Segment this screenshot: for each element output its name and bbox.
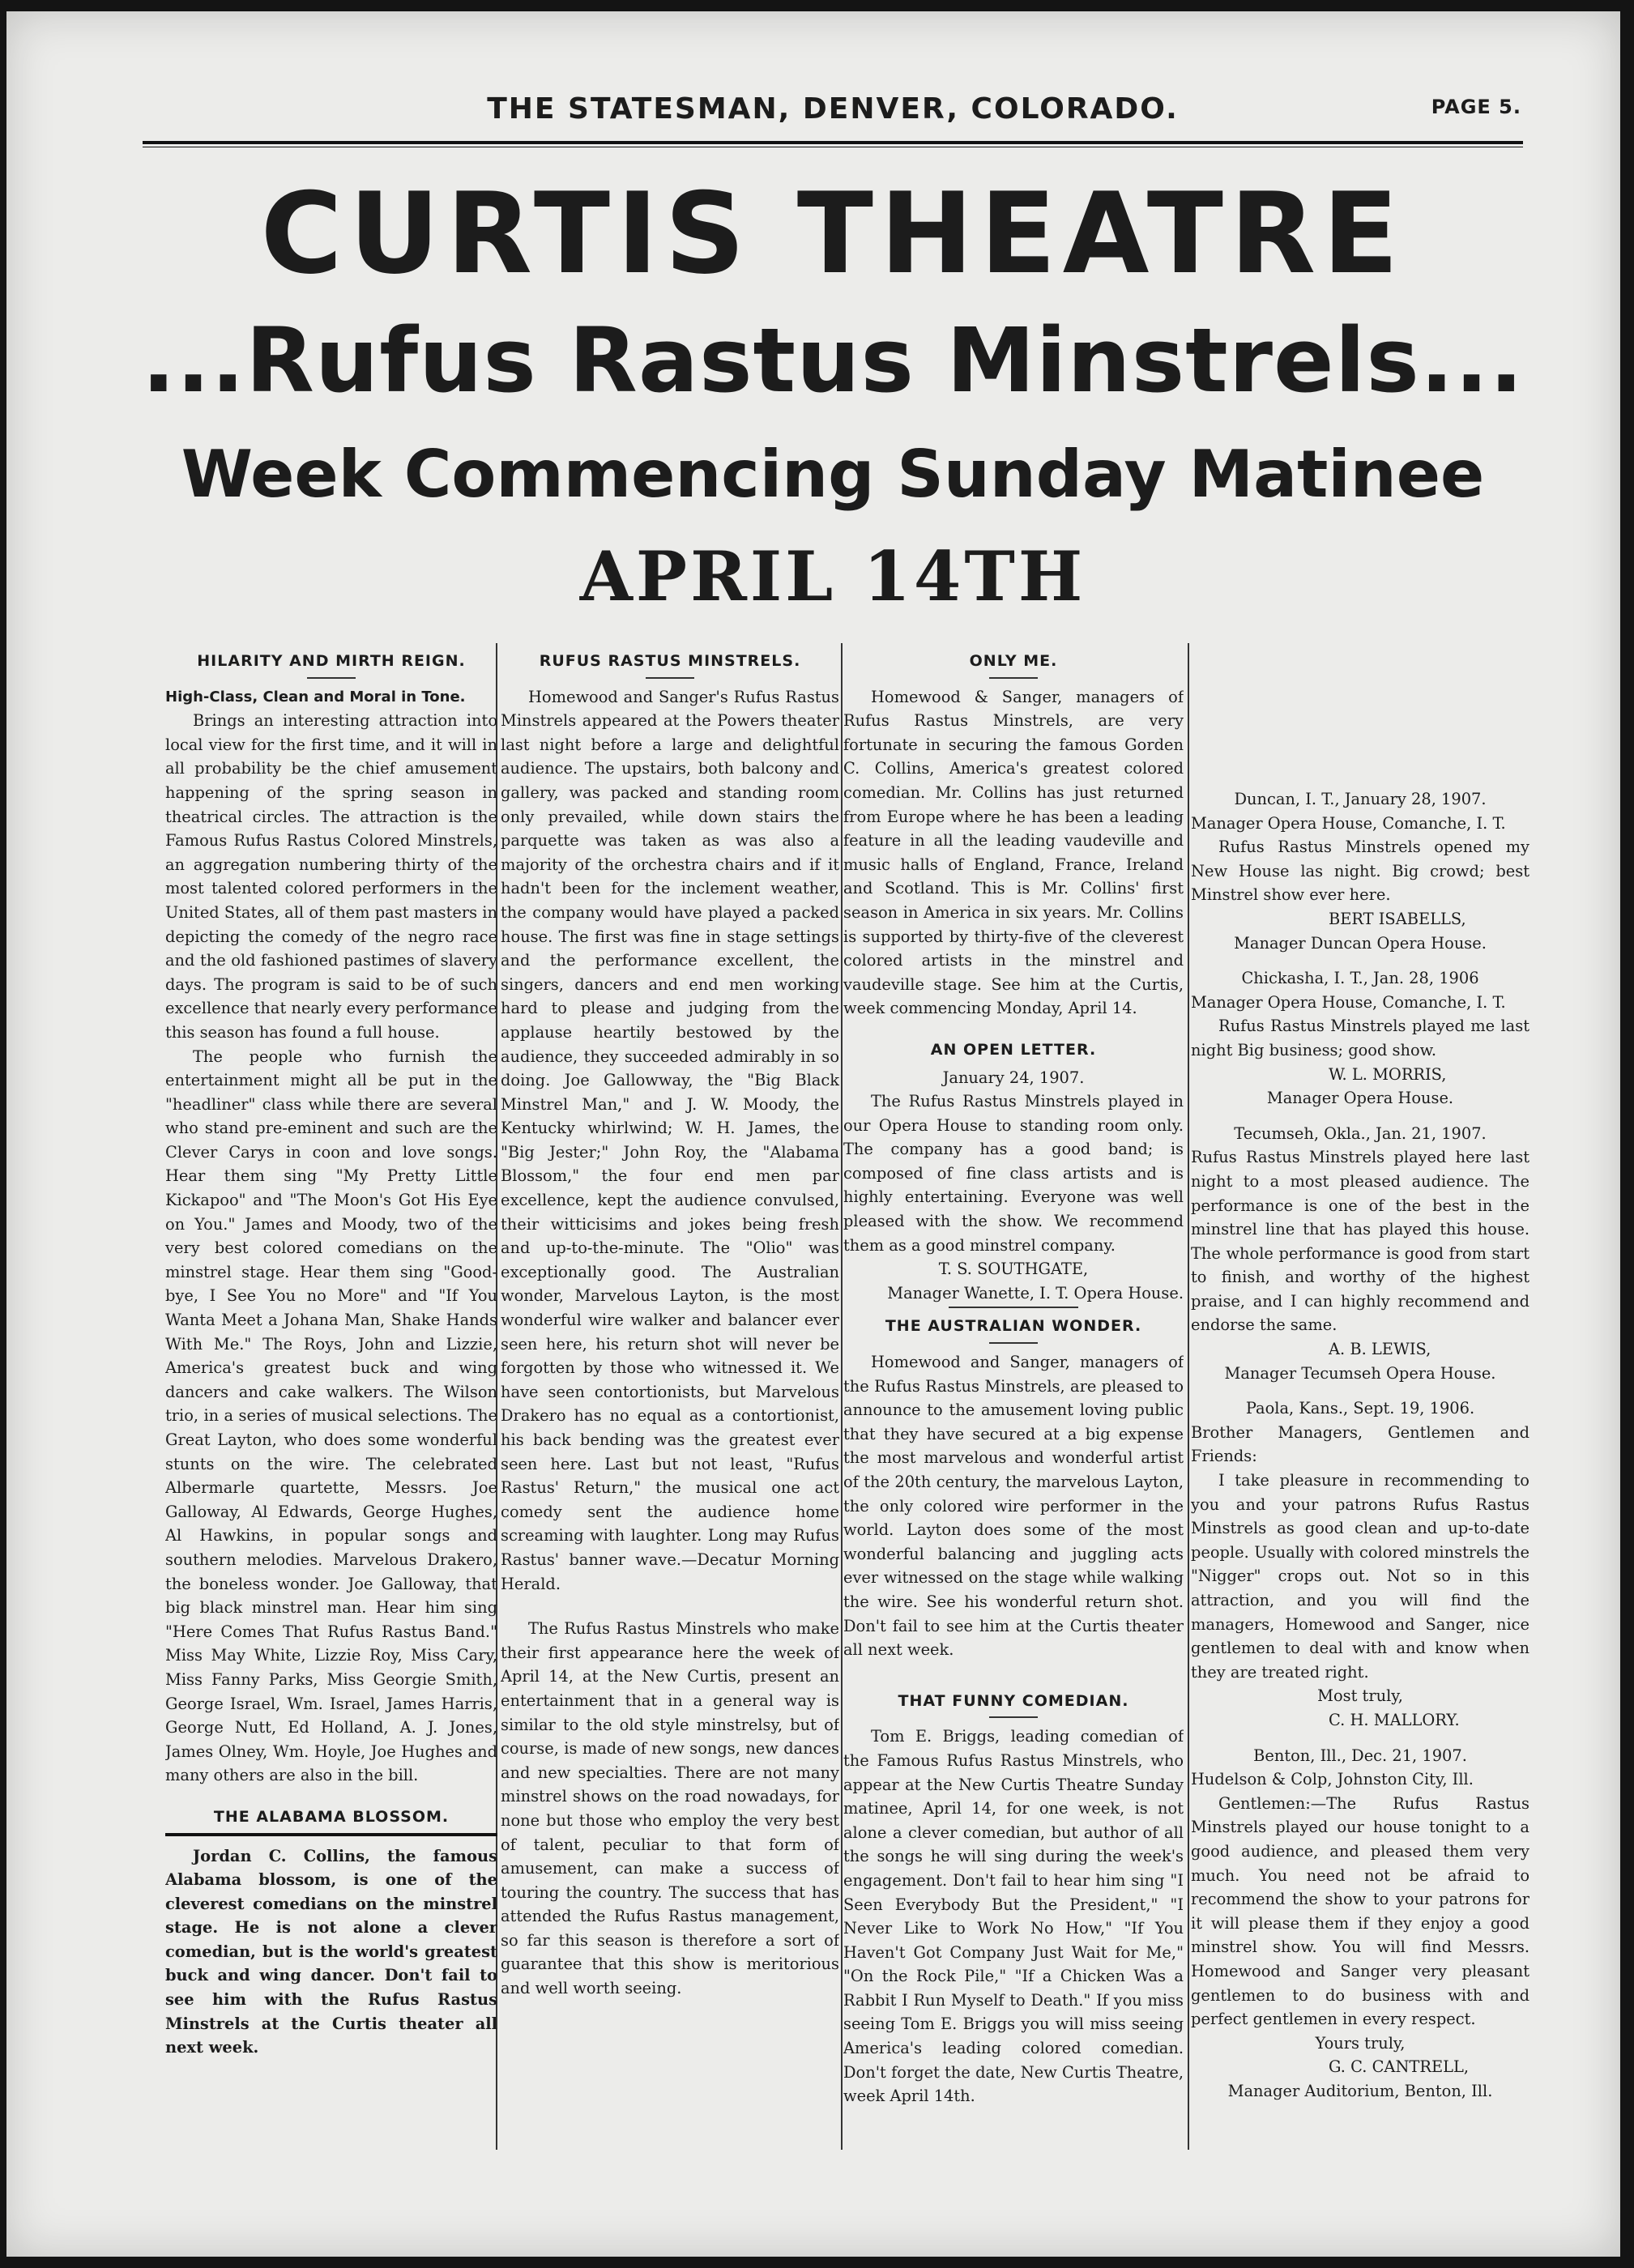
testimonial-title: Manager Opera House. — [1266, 1089, 1454, 1108]
testimonial-dateline: Chickasha, I. T., Jan. 28, 1906 — [1241, 969, 1479, 988]
testimonial-dateline: Duncan, I. T., January 28, 1907. — [1234, 790, 1487, 808]
testimonial-body: Rufus Rastus Minstrels opened my New House las night. Big crowd; best Minstrel show ever here. — [1191, 838, 1529, 905]
testimonial-title: Manager Auditorium, Benton, Ill. — [1227, 2081, 1493, 2100]
testimonial-title: Manager Tecumseh Opera House. — [1224, 1363, 1496, 1383]
title-divider — [307, 677, 356, 679]
spacer — [843, 1662, 1184, 1683]
page-number: PAGE 5. — [1431, 96, 1521, 118]
article-title: HILARITY AND MIRTH REIGN. — [197, 652, 466, 670]
letter-date: January 24, 1907. — [942, 1068, 1085, 1087]
column-rule — [1188, 643, 1189, 2150]
testimonial-dateline: Paola, Kans., Sept. 19, 1906. — [1245, 1399, 1475, 1418]
testimonial-body: Rufus Rastus Minstrels played here last night to a most pleased audience. The performance is one of the best in the minstrel line that has played this house. The whole performance is good from start to finish, and worthy of the highest praise, and I can highly recommend and endorse the same. — [1191, 1148, 1529, 1335]
article-paragraph: Homewood and Sanger, managers of the Rufus Rastus Minstrels, are pleased to announce to the amusement loving public that they have secured at a big expense the most marvelous and wonderful artist of the 20th century, the marvelous Layton, the only colored wire performer in the world. Layton does some of the most wonderful balancing and juggling acts ever witnessed on the stage while walking the wire. See his wonderful return shot. Don't fail to see him at the Curtis theater all next week. — [843, 1353, 1184, 1660]
article-title: RUFUS RASTUS MINSTRELS. — [539, 652, 801, 670]
testimonial-dateline: Tecumseh, Okla., Jan. 21, 1907. — [1234, 1123, 1487, 1143]
column-2 — [501, 643, 839, 2150]
spacer — [165, 1788, 497, 1799]
column-1 — [165, 643, 497, 2150]
article-title: THAT FUNNY COMEDIAN. — [898, 1691, 1129, 1710]
title-divider — [989, 677, 1038, 679]
testimonial-body: Rufus Rastus Minstrels played me last night Big business; good show. — [1191, 1017, 1529, 1059]
article-paragraph: Brings an interesting attraction into local view for the first time, and it will in all probability be the chief amusement happening of the spring season in theatrical circles. The attraction is the Famous Rufus Rastus Colored Minstrels, an aggregation numbering thirty of the most talented colored performers in the United States, all of them past masters in depicting the comedy of the negro race and the old fashioned pastimes of slavery days. The program is said to be of such excellence that nearly every performance this season has found a full house. — [165, 711, 497, 1042]
spacer — [1191, 643, 1529, 787]
title-divider — [989, 1716, 1038, 1718]
section-divider — [949, 1307, 1078, 1308]
title-divider — [989, 1342, 1038, 1344]
spacer — [1191, 1111, 1529, 1122]
headline-show: ...Rufus Rastus Minstrels... — [141, 309, 1525, 412]
column-rule — [841, 643, 843, 2150]
page-header — [144, 83, 1521, 133]
testimonial-signer: BERT ISABELLS, — [1329, 909, 1466, 928]
spacer — [1191, 1385, 1529, 1396]
article-paragraph: Tom E. Briggs, leading comedian of the Famous Rufus Rastus Minstrels, who appear at the New Curtis Theatre Sunday matinee, April 14, for one week, is not alone a clever comedian, but author of all the songs he will sing during the week's engagement. Don't fail to hear him sing "I Seen Everybody But the President," "I Never Like to Work No How," "If You Haven't Got Company Just Wait for Me," "On the Rock Pile," "If a Chicken Was a Rabbit I Run Myself to Death." If you miss seeing Tom E. Briggs you will miss seeing America's leading colored comedian. Don't forget the date, New Curtis Theatre, week April 14th. — [843, 1727, 1184, 2106]
testimonial-signer: C. H. MALLORY. — [1329, 1710, 1460, 1729]
column-4 — [1191, 643, 1529, 2150]
letter-signer: T. S. SOUTHGATE, — [938, 1260, 1089, 1279]
title-divider — [646, 677, 694, 679]
testimonial-title: Manager Duncan Opera House. — [1234, 933, 1487, 953]
newspaper-name: THE STATESMAN, DENVER, COLORADO. — [487, 92, 1179, 126]
testimonial-address: Manager Opera House, Comanche, I. T. — [1191, 813, 1506, 833]
article-paragraph: Jordan C. Collins, the famous Alabama blossom, is one of the cleverest comedians on the minstrel stage. He is not alone a clever comedian, but is the world's greatest buck and wing dancer. Don't fail to see him with the Rufus Rastus Minstrels at the Curtis theater all next week. — [165, 1846, 497, 2057]
article-title: ONLY ME. — [969, 652, 1058, 670]
testimonial-salutation: Brother Managers, Gentlemen and Friends: — [1191, 1422, 1529, 1466]
spacer — [501, 1596, 839, 1617]
article-subtitle: High-Class, Clean and Moral in Tone. — [165, 688, 466, 706]
article-paragraph: Homewood and Sanger's Rufus Rastus Minstrels appeared at the Powers theater last night before a large and delightful audience. The upstairs, both balcony and gallery, was packed and standing room only prevailed, while down stairs the parquette was taken as was also a majority of the orchestra chairs and if it hadn't been for the inclement weather, the company would have played a packed house. The first was fine in stage settings and the performance excellent, the singers, dancers and end men working hard to please and judging from the applause heartily bestowed by the audience, they succeeded admirably in so doing. Joe Gallowway, the "Big Black Minstrel Man," and J. W. Moody, the Kentucky whirlwind; W. H. James, the "Big Jester;" John Roy, the "Alabama Blossom," the four end men par excellence, kept the audience convulsed, their witticisims and jokes being fresh and up-to-the-minute. The "Olio" was exceptionally good. The Australian wonder, Marvelous Layton, is the most wonderful wire walker and balancer ever seen here, his return shot will never be forgotten by those who witnessed it. We have seen contortionists, but Marvelous Drakero has no equal as a contortionist, his back bending was the greatest ever seen here. Last but not least, "Rufus Rastus' Return," the musical one act comedy sent the audience home screaming with laughter. Long may Rufus Rastus' banner wave.—Decatur Morning Herald. — [501, 687, 839, 1593]
article-title: THE ALABAMA BLOSSOM. — [165, 1805, 497, 1836]
testimonial-dateline: Benton, Ill., Dec. 21, 1907. — [1253, 1746, 1467, 1765]
newspaper-page — [6, 11, 1620, 2257]
spacer — [1191, 955, 1529, 966]
testimonial-signer: G. C. CANTRELL, — [1329, 2057, 1470, 2077]
letter-signer-title: Manager Wanette, I. T. Opera House. — [887, 1283, 1184, 1302]
column-3 — [843, 643, 1184, 2150]
spacer — [843, 1021, 1184, 1032]
testimonial-signer: A. B. LEWIS, — [1329, 1340, 1431, 1359]
testimonial-closing: Most truly, — [1317, 1686, 1403, 1706]
article-paragraph: The Rufus Rastus Minstrels who make their first appearance here the week of April 14, at the New Curtis, present an entertainment that in a general way is similar to the old style minstrelsy, but of course, is made of new songs, new dances and new specialties. There are not many minstrel shows on the road nowadays, for none but those who employ the very best of talent, peculiar to that form of amusement, can make a success of touring the country. The success that has attended the Rufus Rastus management, so far this season is therefore a sort of guarantee that this show is meritorious and well worth seeing. — [501, 1619, 839, 1998]
article-title: THE AUSTRALIAN WONDER. — [885, 1317, 1142, 1336]
headline-week: Week Commencing Sunday Matinee — [181, 437, 1485, 512]
testimonial-closing: Yours truly, — [1315, 2033, 1406, 2053]
testimonial-signer: W. L. MORRIS, — [1329, 1064, 1447, 1084]
article-paragraph: Homewood & Sanger, managers of Rufus Rastus Minstrels, are very fortunate in securing the famous Gorden C. Collins, America's greatest colored comedian. Mr. Collins has just returned from Europe where he has been a leading feature in all the leading vaudeville and music halls of England, France, Ireland and Scotland. This is Mr. Collins' first season in America in six years. Mr. Collins is supported by thirty-five of the cleverest colored artists in the minstrel and vaudeville stage. See him at the Curtis, week commencing Monday, April 14. — [843, 687, 1184, 1018]
headline-theatre: CURTIS THEATRE — [260, 168, 1406, 299]
testimonial-body: Gentlemen:—The Rufus Rastus Minstrels played our house tonight to a good audience, and pleased them very much. You need not be afraid to recommend the show to your patrons for it will please them if they enjoy a good minstrel show. You will find Messrs. Homewood and Sanger very pleasant gentlemen to do business with and perfect gentlemen in every respect. — [1191, 1793, 1529, 2029]
header-rule — [143, 141, 1523, 147]
testimonial-body: I take pleasure in recommending to you and your patrons Rufus Rastus Minstrels as good clean and up-to-date people. Usually with colored minstrels the "Nigger" crops out. Not so in this attraction, and you will find the managers, Homewood and Sanger, nice gentlemen to deal with and know when they are treated right. — [1191, 1471, 1529, 1682]
spacer — [1191, 1733, 1529, 1744]
article-paragraph: The people who furnish the entertainment might all be put in the "headliner" class while there are several who stand pre-eminent and such are the Clever Carys in coon and love songs. Hear them sing "My Pretty Little Kickapoo" and "The Moon's Got His Eye on You." James and Moody, two of the very best colored comedians on the minstrel stage. Hear them sing "Good-bye, I See You no More" and "If You Wanta Meet a Johana Man, Shake Hands With Me." The Roys, John and Lizzie, America's greatest buck and wing dancers and cake walkers. The Wilson trio, in a series of musical selections. The Great Layton, who does some wonderful stunts on the wire. The celebrated Albermarle quartette, Messrs. Joe Galloway, Al Edwards, George Hughes, Al Hawkins, in popular songs and southern melodies. Marvelous Drakero, the boneless wonder. Joe Galloway, that big black minstrel man. Hear him sing "Here Comes That Rufus Rastus Band." Miss May White, Lizzie Roy, Miss Cary, Miss Fanny Parks, Miss Georgie Smith, George Israel, Wm. Israel, James Harris, George Nutt, Ed Holland, A. J. Jones, James Olney, Wm. Hoyle, Joe Hughes and many others are also in the bill. — [165, 1047, 497, 1785]
article-title: AN OPEN LETTER. — [930, 1040, 1097, 1059]
article-paragraph: The Rufus Rastus Minstrels played in our Opera House to standing room only. The company has a good band; is composed of fine class artists and is highly entertaining. Everyone was well pleased with the show. We recommend them as a good minstrel company. — [843, 1092, 1184, 1255]
headline-date: APRIL 14TH — [579, 536, 1086, 616]
testimonial-address: Manager Opera House, Comanche, I. T. — [1191, 992, 1506, 1012]
testimonial-address: Hudelson & Colp, Johnston City, Ill. — [1191, 1770, 1474, 1789]
